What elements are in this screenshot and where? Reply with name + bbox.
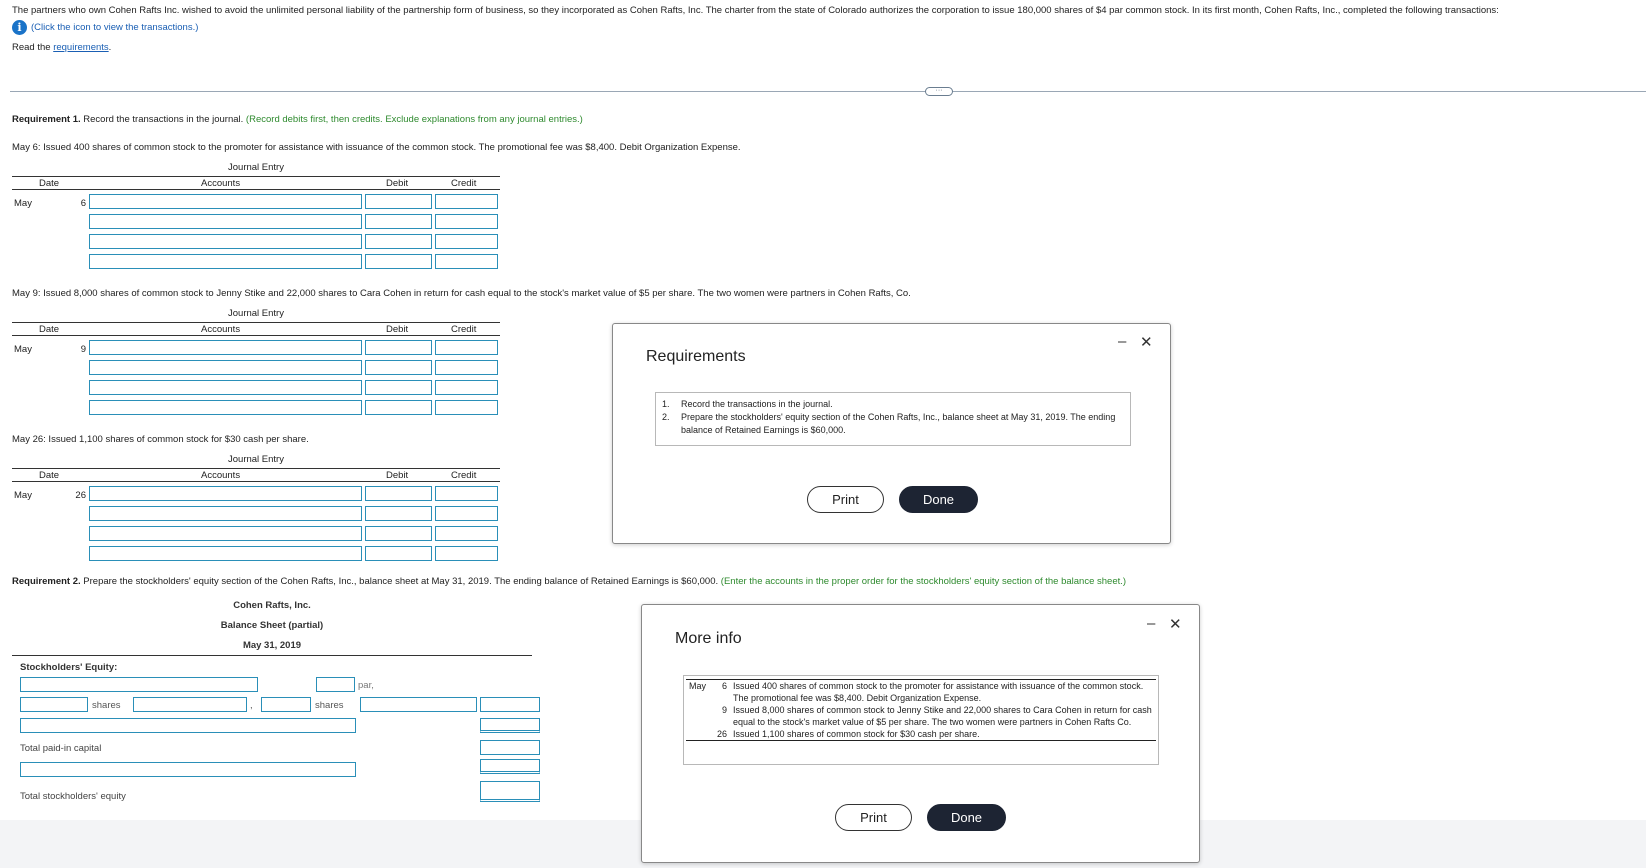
total-paid-in-label: Total paid-in capital [20,743,102,754]
par-value-input[interactable] [316,677,355,692]
req1-label: Requirement 1. [12,114,81,125]
journal-header-rule [12,322,500,323]
req2-text: Prepare the stockholders' equity section of the Cohen Rafts, Inc., balance sheet at May 31, 2019. The ending balance of Retained Earnings is $60,000. [80,576,719,587]
requirement-text: Prepare the stockholders' equity section of the Cohen Rafts, Inc., balance sheet at May 31, 2019. The ending balance of Retained Earnings is $60,000. [681,412,1116,435]
debit-input[interactable] [365,506,432,521]
req2-hint: (Enter the accounts in the proper order for the stockholders' equity section of the balance sheet.) [718,576,1127,587]
debit-input[interactable] [365,340,432,355]
transactions-info-link[interactable] [12,20,198,35]
accounts-column-header: Accounts [201,178,241,189]
equity-account-2-input[interactable] [20,718,356,733]
requirement-num: 2. [662,412,670,422]
req1-hint: (Record debits first, then credits. Exclude explanations from any journal entries.) [243,114,583,125]
entry-day: 9 [80,344,86,355]
debit-input[interactable] [365,234,432,249]
more-info-popup [641,604,1200,863]
transaction-row [686,728,1156,741]
entry-month: May [14,344,32,355]
section-divider [10,91,1646,92]
credit-column-header: Credit [451,470,477,481]
equity-account-2-amount-input[interactable] [480,718,540,733]
requirement-1-heading [12,114,583,125]
credit-input[interactable] [435,360,498,375]
account-input[interactable] [89,546,362,561]
total-equity-amount-input[interactable] [480,781,540,802]
equity-account-1-input[interactable] [20,677,258,692]
minimize-icon[interactable]: – [1118,333,1127,350]
transaction-month-blank [686,728,712,741]
debit-input[interactable] [365,360,432,375]
debit-input[interactable] [365,214,432,229]
journal-header-rule [12,481,500,482]
transaction-row [686,680,1156,705]
common-stock-amount-input[interactable] [480,697,540,712]
journal-header-rule [12,335,500,336]
problem-intro: The partners who own Cohen Rafts Inc. wished to avoid the unlimited personal liability of the partnership form of business, so they incorporated as Cohen Rafts, Inc. The charter from the state of Colorado authorizes the corporation to issue 180,000 shares of $4 par common stock. In its first month, Cohen Rafts, Inc., completed the following transactions: [12,5,1499,16]
entry-month: May [14,490,32,501]
req2-label: Requirement 2. [12,576,81,587]
journal-header-rule [12,176,500,177]
shares-issued-status-input[interactable] [360,697,477,712]
journal-header-rule [12,189,500,190]
transaction-text: Issued 400 shares of common stock to the promoter for assistance with issuance of the common stock. The promotional fee was $8,400. Debit Organization Expense. [733,681,1144,703]
transaction-day: 6 [721,681,727,691]
account-input[interactable] [89,214,362,229]
debit-column-header: Debit [386,178,409,189]
account-input[interactable] [89,526,362,541]
transaction-day: 26 [716,729,727,739]
more-info-popup-title: More info [675,630,742,647]
transaction-description: May 6: Issued 400 shares of common stock to the promoter for assistance with issuance of the common stock. The promotional fee was $8,400. Debit Organization Expense. [12,142,741,153]
journal-header-rule [12,468,500,469]
bs-title: Balance Sheet (partial) [220,620,324,631]
account-input[interactable] [89,506,362,521]
transaction-text: Issued 1,100 shares of common stock for $30 cash per share. [733,729,980,739]
requirement-num: 1. [662,399,670,409]
close-icon[interactable]: ✕ [1169,616,1182,633]
read-requirements-line [12,42,111,53]
transaction-row [686,704,1156,728]
accounts-column-header: Accounts [201,324,241,335]
info-link-text[interactable]: (Click the icon to view the transactions.) [31,22,199,33]
transactions-list [683,675,1159,765]
transaction-text: Issued 8,000 shares of common stock to Jenny Stike and 22,000 shares to Cara Cohen in return for cash equal to the stock's market value of $5 per share. The two women were partners in Cohen Rafts Co. [733,705,1152,727]
credit-input[interactable] [435,526,498,541]
debit-input[interactable] [365,526,432,541]
requirement-item [662,398,1124,411]
account-input[interactable] [89,254,362,269]
transaction-month: May [689,681,707,691]
credit-input[interactable] [435,486,498,501]
bs-section-label: Stockholders' Equity: [20,662,118,673]
account-input[interactable] [89,380,362,395]
entry-day: 6 [80,198,86,209]
account-input[interactable] [89,194,362,209]
minimize-icon[interactable]: – [1147,615,1156,632]
par-label: par, [358,680,374,691]
journal-entry-title: Journal Entry [228,454,284,465]
total-paid-in-amount-input[interactable] [480,740,540,755]
shares-type-input[interactable] [133,697,247,712]
debit-column-header: Debit [386,470,409,481]
account-input[interactable] [89,340,362,355]
date-column-header: Date [39,178,60,189]
account-input[interactable] [89,486,362,501]
req1-text: Record the transactions in the journal. [80,114,244,125]
comma-label: , [250,700,253,711]
transactions-table [686,679,1156,741]
requirement-item [662,411,1124,437]
bs-date: May 31, 2019 [242,640,302,651]
date-column-header: Date [39,470,60,481]
credit-input[interactable] [435,194,498,209]
credit-input[interactable] [435,214,498,229]
shares-label-2: shares [315,700,344,711]
print-button[interactable]: Print [807,486,884,513]
credit-column-header: Credit [451,178,477,189]
credit-input[interactable] [435,340,498,355]
credit-input[interactable] [435,234,498,249]
shares-label-1: shares [92,700,121,711]
requirements-popup-title: Requirements [646,348,746,365]
debit-input[interactable] [365,546,432,561]
debit-column-header: Debit [386,324,409,335]
credit-input[interactable] [435,380,498,395]
close-icon[interactable]: ✕ [1140,334,1153,351]
requirement-text: Record the transactions in the journal. [681,399,833,409]
credit-column-header: Credit [451,324,477,335]
journal-entry-title: Journal Entry [228,308,284,319]
debit-input[interactable] [365,194,432,209]
debit-input[interactable] [365,486,432,501]
requirements-popup [612,323,1171,544]
read-prefix: Read the [12,42,54,53]
done-button[interactable]: Done [899,486,978,513]
credit-input[interactable] [435,506,498,521]
credit-input[interactable] [435,254,498,269]
account-input[interactable] [89,360,362,375]
transaction-description: May 9: Issued 8,000 shares of common stock to Jenny Stike and 22,000 shares to Cara Cohen in return for cash equal to the stock's market value of $5 per share. The two women were partners in Cohen Rafts, Co. [12,288,911,299]
accounts-column-header: Accounts [201,470,241,481]
debit-input[interactable] [365,254,432,269]
credit-input[interactable] [435,546,498,561]
transaction-description: May 26: Issued 1,100 shares of common stock for $30 cash per share. [12,434,309,445]
issued-shares-input[interactable] [261,697,311,712]
transaction-day: 9 [721,705,727,715]
bs-rule [12,655,532,656]
equity-account-3-input[interactable] [20,762,356,777]
requirement-2-heading [12,576,1126,587]
equity-account-3-amount-input[interactable] [480,759,540,774]
entry-month: May [14,198,32,209]
info-icon[interactable]: i [12,20,27,35]
account-input[interactable] [89,400,362,415]
debit-input[interactable] [365,380,432,395]
authorized-shares-input[interactable] [20,697,88,712]
bs-company: Cohen Rafts, Inc. [233,600,311,611]
debit-input[interactable] [365,400,432,415]
journal-entry-title: Journal Entry [228,162,284,173]
account-input[interactable] [89,234,362,249]
requirements-list [655,392,1131,446]
done-button[interactable]: Done [927,804,1006,831]
total-equity-label: Total stockholders' equity [20,791,126,802]
print-button[interactable]: Print [835,804,912,831]
credit-input[interactable] [435,400,498,415]
divider-handle[interactable]: ··· [925,87,953,96]
date-column-header: Date [39,324,60,335]
read-suffix: . [108,42,112,53]
requirements-link[interactable]: requirements [53,42,109,53]
transaction-month-blank [686,704,712,728]
entry-day: 26 [75,490,86,501]
